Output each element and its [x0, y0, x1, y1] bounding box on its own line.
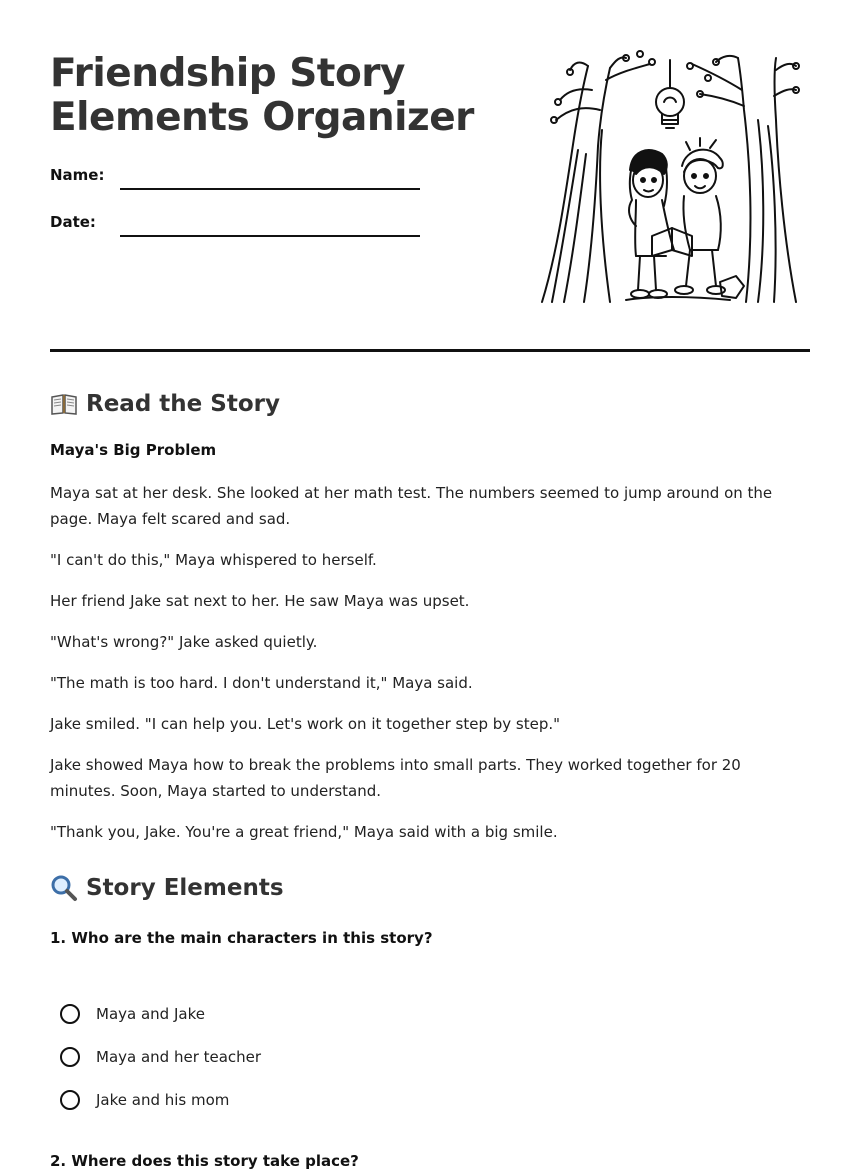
title-line-2: Elements Organizer: [50, 95, 474, 140]
story-paragraph: "I can't do this," Maya whispered to herself.: [50, 551, 377, 569]
story-paragraph: Jake smiled. "I can help you. Let's work on it together step by step.": [50, 715, 561, 733]
page-title: [50, 52, 474, 140]
answer-option-label: Maya and her teacher: [96, 1047, 262, 1066]
story-elements-heading: [50, 874, 284, 902]
answer-option[interactable]: [60, 1078, 261, 1121]
name-line[interactable]: [120, 188, 420, 190]
story-elements-heading-text: Story Elements: [86, 875, 284, 901]
answer-option-label: Maya and Jake: [96, 1004, 205, 1023]
question-1-options: [60, 992, 261, 1121]
story-paragraph: "Thank you, Jake. You're a great friend," Maya said with a big smile.: [50, 823, 558, 841]
story-paragraph: "The math is too hard. I don't understand it," Maya said.: [50, 674, 473, 692]
answer-option-label: Jake and his mom: [96, 1090, 230, 1109]
radio-button[interactable]: [60, 1090, 80, 1110]
read-story-heading-text: Read the Story: [86, 391, 280, 417]
question-2: 2. Where does this story take place?: [50, 1152, 359, 1170]
worksheet-page: [50, 0, 810, 1170]
story-paragraph: Her friend Jake sat next to her. He saw Maya was upset.: [50, 592, 470, 610]
magnifying-glass-icon: [50, 874, 78, 902]
story-title: Maya's Big Problem: [50, 441, 217, 459]
date-line[interactable]: [120, 235, 420, 237]
story-paragraph: "What's wrong?" Jake asked quietly.: [50, 633, 318, 651]
story-paragraph: Jake showed Maya how to break the problems into small parts. They worked together for 20 minutes. Soon, Maya started to understand.: [50, 756, 741, 800]
radio-button[interactable]: [60, 1004, 80, 1024]
name-label: Name:: [50, 166, 105, 184]
worksheet-header: [50, 0, 810, 352]
answer-option[interactable]: [60, 992, 261, 1035]
story-text: [50, 480, 810, 860]
story-paragraph: Maya sat at her desk. She looked at her math test. The numbers seemed to jump around on the page. Maya felt scared and sad.: [50, 484, 773, 528]
header-divider: [50, 349, 810, 352]
open-book-icon: [50, 390, 78, 418]
read-story-heading: [50, 390, 280, 418]
date-field[interactable]: [50, 213, 420, 243]
name-field[interactable]: [50, 166, 420, 196]
date-label: Date:: [50, 213, 96, 231]
radio-button[interactable]: [60, 1047, 80, 1067]
answer-option[interactable]: [60, 1035, 261, 1078]
title-line-1: Friendship Story: [50, 51, 405, 96]
friends-reading-under-tree-illustration: [540, 50, 800, 306]
question-1: 1. Who are the main characters in this story?: [50, 929, 433, 947]
